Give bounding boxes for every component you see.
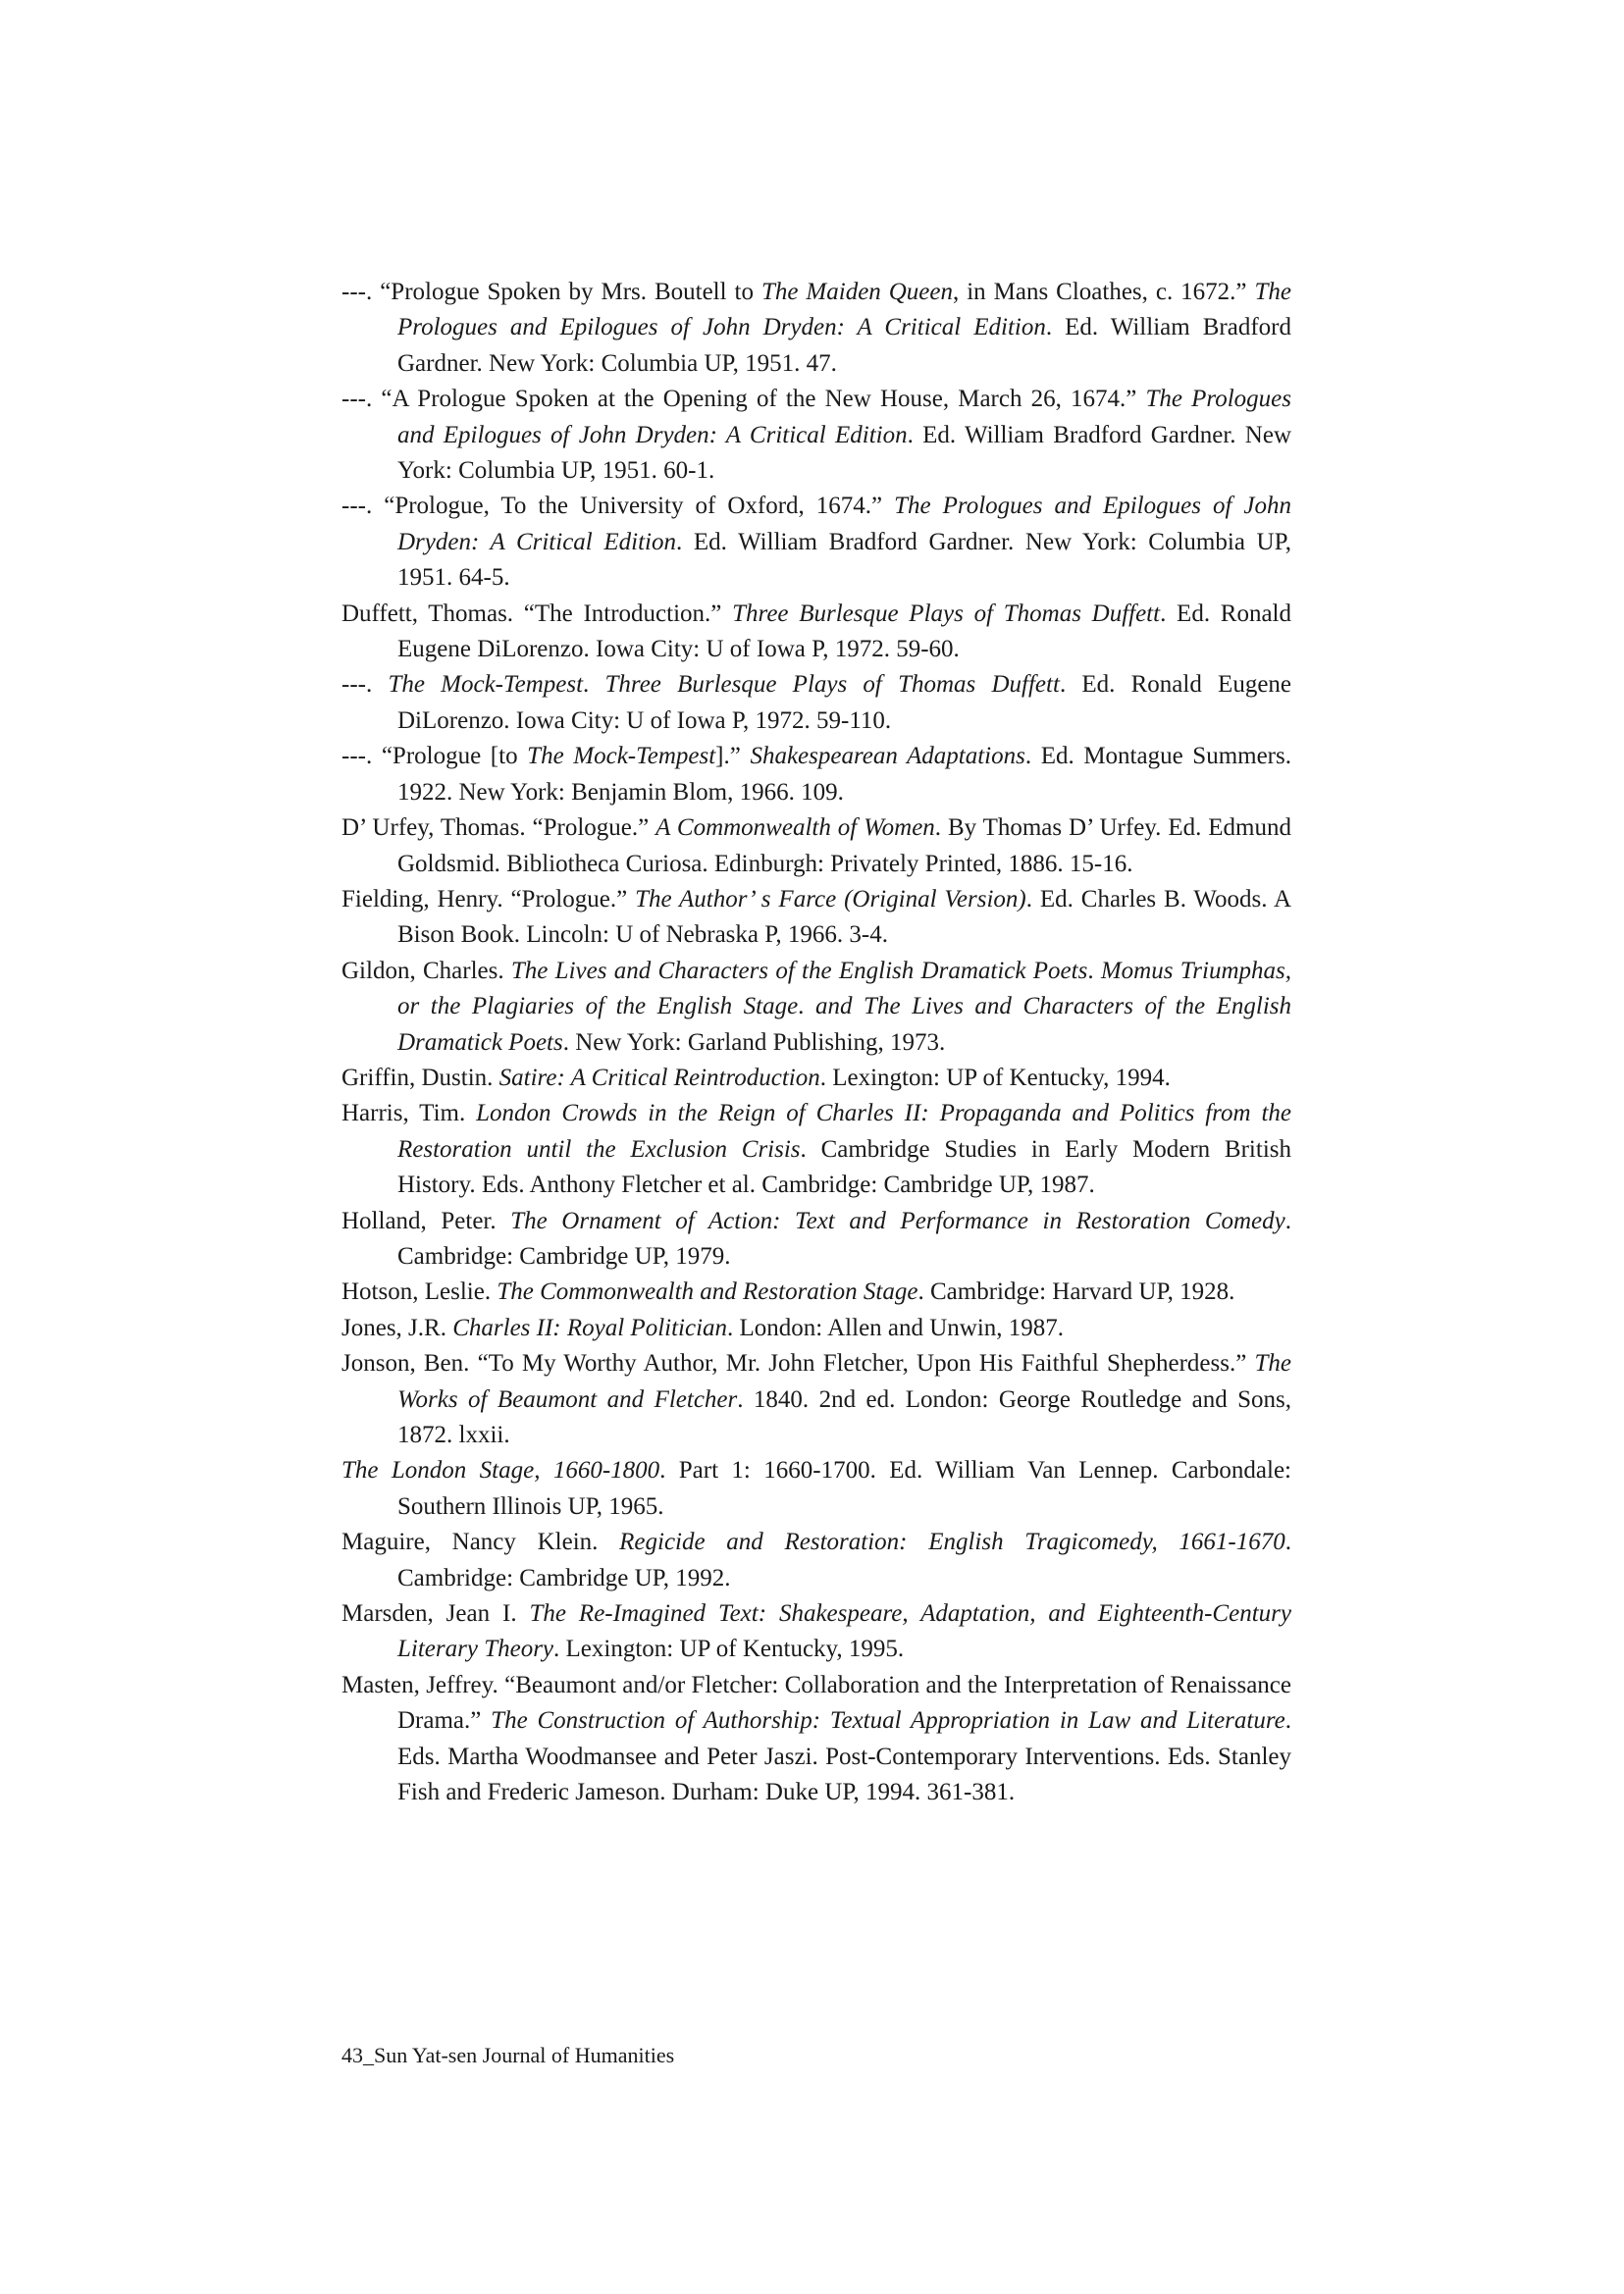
entry-text: . Lexington: UP of Kentucky, 1994. [819,1064,1171,1091]
entry-title-italic: The Author’ s Farce (Original Version) [635,885,1026,912]
entry-text: . Cambridge: Cambridge UP, 1979. [397,1207,1291,1270]
entry-text: . [583,671,605,699]
entry-text: , in Mans Cloathes, c. 1672.” [953,279,1255,305]
entry-title-italic: The Ornament of Action: Text and Performance in Restoration Comedy [510,1207,1285,1234]
bibliography-entry [341,882,1291,954]
entry-text: . New York: Garland Publishing, 1973. [562,1028,946,1056]
bibliography-entry [341,739,1291,810]
entry-text: Harris, Tim. [341,1100,477,1127]
entry-title-italic: The Re-Imagined Text: Shakespeare, Adaptation, and Eighteenth-Century Literary Theory [397,1600,1291,1663]
entry-text: . Ed. William Bradford Gardner. New York: Columbia UP, 1951. 60-1. [397,421,1292,485]
entry-title-italic: Shakespearean Adaptations [750,743,1025,770]
bibliography-entry [341,489,1291,596]
bibliography-entry [341,667,1291,739]
entry-text: . Eds. Martha Woodmansee and Peter Jaszi. Post-Contemporary Interventions. Eds. Stanley Fish and Frederic Jameson. Durham: Duke UP, 1994. 361-381. [397,1707,1291,1806]
entry-text: . London: Allen and Unwin, 1987. [727,1314,1065,1341]
entry-text: . 1840. 2nd ed. London: George Routledge and Sons, 1872. lxxii. [397,1385,1292,1448]
entry-title-italic: London Crowds in the Reign of Charles II: Propaganda and Politics from the Restoration until the Exclusion Crisis [397,1100,1291,1163]
entry-text: . Part 1: 1660-1700. Ed. William Van Lennep. Carbondale: Southern Illinois UP, 1965. [397,1457,1291,1520]
entry-title-italic: A Commonwealth of Women [655,814,935,842]
entry-title-italic: Charles II: Royal Politician [452,1314,728,1341]
entry-text: . Cambridge Studies in Early Modern British History. Eds. Anthony Fletcher et al. Cambridge: Cambridge UP, 1987. [397,1135,1291,1199]
entry-text: ---. “Prologue Spoken by Mrs. Boutell to [341,279,761,305]
entry-title-italic: The Construction of Authorship: Textual Appropriation in Law and Literature [491,1707,1285,1735]
entry-title-italic: The Works of Beaumont and Fletcher [397,1350,1291,1413]
entry-title-italic: The Prologues and Epilogues of John Dryden: A Critical Edition [397,493,1291,555]
entry-title-italic: The Commonwealth and Restoration Stage [497,1278,918,1306]
entry-title-italic: The Prologues and Epilogues of John Dryden: A Critical Edition [397,279,1291,341]
entry-text: Holland, Peter. [341,1207,511,1234]
bibliography-entry [341,1453,1291,1525]
entry-text: . Ed. William Bradford Gardner. New York: Columbia UP, 1951. 64-5. [397,528,1291,592]
bibliography-entry [341,954,1291,1061]
bibliography-entry [341,597,1291,668]
entry-text: Maguire, Nancy Klein. [341,1529,620,1556]
entry-text: Marsden, Jean I. [341,1600,530,1628]
bibliography-entry [341,1346,1291,1453]
entry-text: D’ Urfey, Thomas. “Prologue.” [341,814,656,842]
entry-text: . [798,993,815,1020]
entry-text: . Cambridge: Cambridge UP, 1992. [397,1529,1291,1591]
entry-text: . Ed. William Bradford Gardner. New York: Columbia UP, 1951. 47. [397,314,1291,377]
entry-text: . Ed. Ronald Eugene DiLorenzo. Iowa City: U of Iowa P, 1972. 59-60. [397,600,1292,663]
bibliography-entry [341,1596,1291,1668]
entry-title-italic: The London Stage, 1660-1800 [341,1457,660,1485]
entry-text: ---. [341,671,389,699]
bibliography-entry [341,275,1291,382]
entry-text: Fielding, Henry. “Prologue.” [341,885,636,912]
entry-title-italic: Three Burlesque Plays of Thomas Duffett [604,671,1060,699]
entry-text: . Ed. Montague Summers. 1922. New York: Benjamin Blom, 1966. 109. [397,743,1291,806]
entry-text: Jonson, Ben. “To My Worthy Author, Mr. John Fletcher, Upon His Faithful Shepherdess.” [341,1350,1255,1378]
entry-title-italic: The Mock-Tempest [527,743,716,770]
entry-title-italic: The Lives and Characters of the English Dramatick Poets [510,957,1088,984]
entry-text: ---. “A Prologue Spoken at the Opening of the New House, March 26, 1674.” [341,386,1146,413]
bibliography-entry [341,382,1291,489]
entry-text: ---. “Prologue [to [341,743,528,770]
entry-title-italic: The Prologues and Epilogues of John Dryden: A Critical Edition [397,386,1292,448]
entry-text: Masten, Jeffrey. “Beaumont and/or Fletcher: Collaboration and the Interpretation of Renaissance Drama.” [341,1671,1291,1735]
bibliography-list [341,275,1291,1810]
entry-title-italic: Momus Triumphas, or the Plagiaries of the English Stage [397,957,1291,1020]
bibliography-entry [341,1275,1291,1310]
entry-title-italic: Satire: A Critical Reintroduction [498,1064,820,1091]
entry-title-italic: and The Lives and Characters of the English Dramatick Poets [397,993,1292,1056]
entry-text: ---. “Prologue, To the University of Oxford, 1674.” [341,493,895,520]
bibliography-entry [341,1204,1291,1276]
bibliography-entry [341,810,1291,882]
bibliography-entry [341,1311,1291,1346]
entry-text: . Lexington: UP of Kentucky, 1995. [553,1636,905,1663]
entry-text: . By Thomas D’ Urfey. Ed. Edmund Goldsmid. Bibliotheca Curiosa. Edinburgh: Privately Printed, 1886. 15-16. [397,814,1291,877]
entry-text: Gildon, Charles. [341,957,511,984]
bibliography-entry [341,1668,1291,1811]
bibliography-entry [341,1525,1291,1596]
entry-title-italic: Regicide and Restoration: English Tragicomedy, 1661-1670 [619,1529,1285,1556]
entry-text: . Cambridge: Harvard UP, 1928. [917,1278,1235,1306]
entry-text: . Ed. Ronald Eugene DiLorenzo. Iowa City: U of Iowa P, 1972. 59-110. [397,671,1292,734]
bibliography-entry [341,1096,1291,1203]
entry-title-italic: The Maiden Queen [760,279,954,305]
entry-text: Griffin, Dustin. [341,1064,499,1091]
bibliography-entry [341,1061,1291,1096]
entry-title-italic: Three Burlesque Plays of Thomas Duffett [732,600,1161,627]
entry-text: Duffett, Thomas. “The Introduction.” [341,600,733,627]
entry-text: ].” [715,743,751,770]
entry-text: Jones, J.R. [341,1314,453,1341]
entry-text: Hotson, Leslie. [341,1278,498,1306]
entry-text: . Ed. Charles B. Woods. A Bison Book. Lincoln: U of Nebraska P, 1966. 3-4. [397,885,1292,949]
page-footer: 43_Sun Yat-sen Journal of Humanities [341,2043,675,2067]
entry-text: . [1087,957,1101,984]
entry-title-italic: The Mock-Tempest [388,671,584,699]
